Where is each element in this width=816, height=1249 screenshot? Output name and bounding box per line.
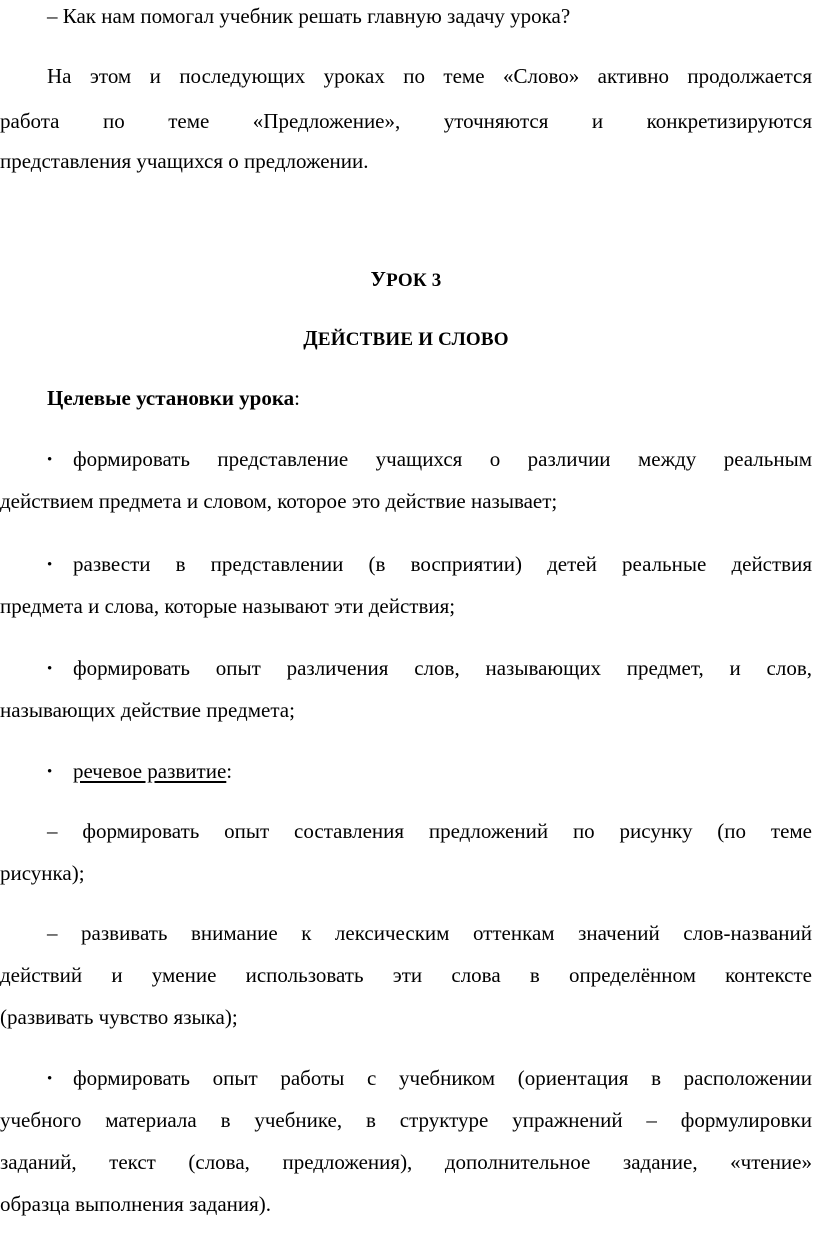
bullet-icon: • <box>47 764 53 780</box>
topic-heading-rest: ЕЙСТВИЕ И СЛОВО <box>317 329 509 350</box>
bullet-icon: • <box>47 452 53 468</box>
list-item-text: формировать опыт различения слов, называющих предмет, и слов, <box>73 656 812 680</box>
dash-item-line: рисунка); <box>0 861 85 885</box>
bullet-icon: • <box>47 661 53 677</box>
paragraph-line: На этом и последующих уроках по теме «Слово» активно продолжается <box>47 64 812 88</box>
speech-development-label: речевое развитие <box>73 759 227 783</box>
list-item-line: образца выполнения задания). <box>0 1192 272 1216</box>
list-item-text: развести в представлении (в восприятии) детей реальные действия <box>73 552 812 576</box>
list-item <box>0 655 812 681</box>
dash-item-line: действий и умение использовать эти слова в определённом контексте <box>0 963 812 987</box>
bullet-item-4 <box>0 758 812 784</box>
dash-item-line: – развивать внимание к лексическим оттенкам значений слов-названий <box>47 921 812 945</box>
lesson-heading-cap: У <box>370 267 387 291</box>
dash-item-line: (развивать чувство языка); <box>0 1005 238 1029</box>
topic-heading-cap: Д <box>303 326 318 350</box>
list-item-line: действием предмета и словом, которое это действие называет; <box>0 489 558 513</box>
list-item <box>0 551 812 577</box>
list-item <box>0 1065 812 1091</box>
dash-item-line: – формировать опыт составления предложений по рисунку (по теме <box>47 819 812 843</box>
lesson-heading-rest: РОК 3 <box>386 270 442 291</box>
list-item-line: учебного материала в учебнике, в структуре упражнений – формулировки <box>0 1108 812 1132</box>
list-item-line: предмета и слова, которые называют эти действия; <box>0 594 456 618</box>
bullet-icon: • <box>47 557 53 573</box>
question-line: – Как нам помогал учебник решать главную задачу урока? <box>47 4 571 28</box>
list-item-line: заданий, текст (слова, предложения), дополнительное задание, «чтение» <box>0 1150 812 1174</box>
lesson-heading <box>0 266 812 292</box>
goals-label <box>0 385 812 411</box>
bullet-icon: • <box>47 1071 53 1087</box>
paragraph-line: представления учащихся о предложении. <box>0 149 369 173</box>
topic-heading <box>0 325 812 351</box>
speech-development-colon: : <box>226 759 233 783</box>
paragraph-line: работа по теме «Предложение», уточняются и конкретизируются <box>0 109 812 133</box>
list-item-text: формировать представление учащихся о различии между реальным <box>73 447 812 471</box>
list-item-text: формировать опыт работы с учебником (ориентация в расположении <box>73 1066 812 1090</box>
goals-label-colon: : <box>294 386 300 410</box>
goals-label-text: Целевые установки урока <box>47 386 295 410</box>
list-item <box>0 446 812 472</box>
list-item-line: называющих действие предмета; <box>0 698 295 722</box>
